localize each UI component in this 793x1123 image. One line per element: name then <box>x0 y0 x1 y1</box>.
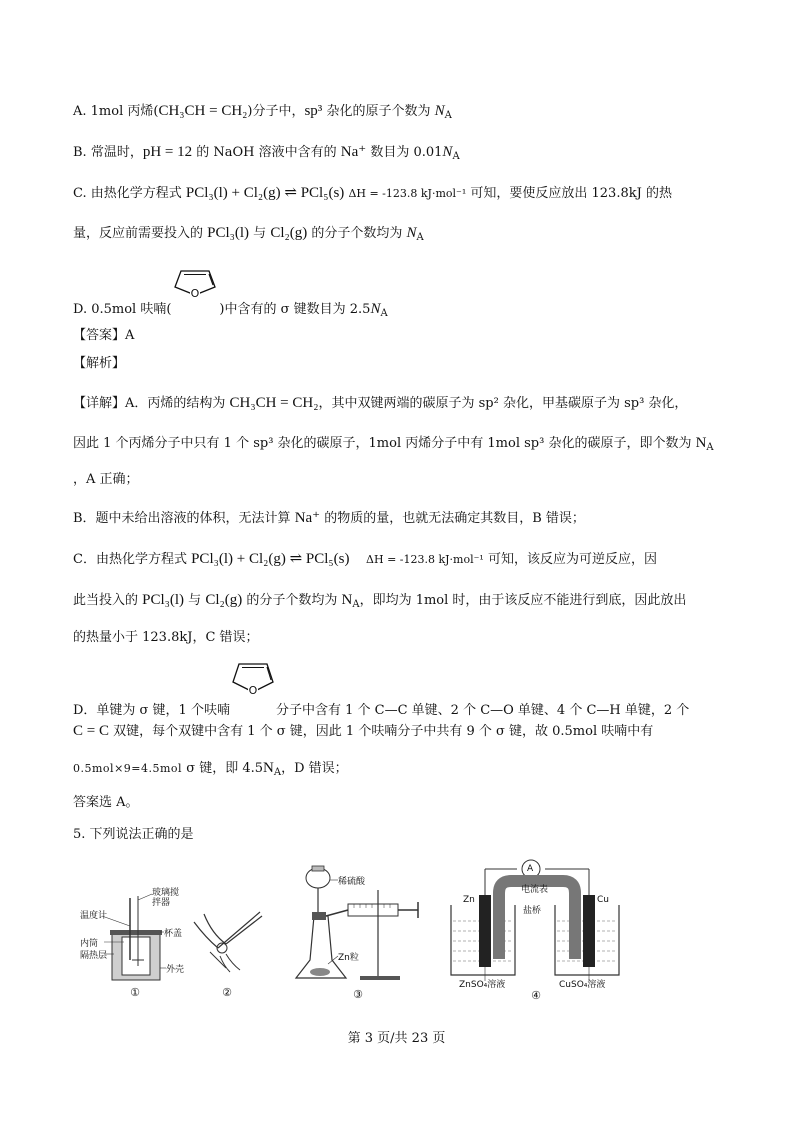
option-c2-prefix: 量，反应前需要投入的 <box>73 226 208 241</box>
question-5: 5. 下列说法正确的是 <box>73 827 194 842</box>
detail-text: 与 <box>184 593 206 608</box>
label-lid: 杯盖 <box>164 929 183 939</box>
label-insulation: 隔热层 <box>80 951 108 961</box>
detail-text: 此当投入的 <box>73 593 143 608</box>
pcl3-formula: PCl₃(l) <box>207 225 250 241</box>
svg-text:O: O <box>191 287 200 297</box>
caption-4: ④ <box>531 989 541 1002</box>
detail-text: 【详解】A．丙烯的结构为 <box>73 396 230 411</box>
detail-text: ，D 错误； <box>281 761 348 776</box>
label-thermometer: 温度计 <box>80 911 108 921</box>
avogadro-sub: A <box>352 599 360 610</box>
ph-value: pH = 12 <box>142 144 193 160</box>
sp3-label: sp³ <box>304 103 323 119</box>
analysis-label: 【解析】 <box>73 356 126 371</box>
detail-text: C．由热化学方程式 <box>73 552 192 567</box>
avogadro-symbol: N <box>263 760 274 776</box>
avogadro-sub: A <box>452 151 460 162</box>
detail-text: σ 键，即 4.5 <box>182 761 264 776</box>
option-c-prefix: C. 由热化学方程式 <box>73 186 186 201</box>
detail-text: 分子中含有 1 个 C—C 单键、2 个 C—O 单键、4 个 C—H 单键，2 个 <box>275 703 690 718</box>
label-salt-bridge: 盐桥 <box>523 906 542 916</box>
option-c-suffix: 可知，要使反应放出 123.8kJ 的热 <box>466 186 672 201</box>
avogadro-symbol: N <box>406 225 417 241</box>
avogadro-symbol: N <box>341 592 353 608</box>
avogadro-sub: A <box>444 110 452 121</box>
label-zinc-electrode: Zn <box>463 895 475 905</box>
svg-text:O: O <box>248 684 258 696</box>
figure-calorimeter <box>80 880 190 1000</box>
option-c2-mid: 与 <box>249 226 271 241</box>
ammeter-icon: A <box>527 864 534 874</box>
avogadro-sub: A <box>273 767 282 778</box>
thermo-equation: PCl₃(l) + Cl₂(g) ⇌ PCl₅(s) <box>185 185 345 201</box>
cl2-formula: Cl₂(g) <box>270 225 308 241</box>
detail-line-3: ，A 正确； <box>73 472 139 487</box>
avogadro-sub: A <box>706 442 714 453</box>
option-a-prefix: A. 1mol 丙烯( <box>73 104 159 119</box>
calculation: 0.5mol×9=4.5mol <box>73 762 183 775</box>
figure-heating <box>190 908 265 1008</box>
detail-text: B．题中未给出溶液的体积，无法计算 <box>73 511 295 526</box>
option-a-suffix: 杂化的原子个数为 <box>322 104 435 119</box>
propene-formula: CH₃CH = CH₂ <box>229 395 319 411</box>
option-c-line2 <box>73 222 424 249</box>
detail-text: 的物质的量，也就无法确定其数目，B 错误； <box>320 511 585 526</box>
label-ammeter: 电流表 <box>521 885 549 895</box>
option-d-prefix: D. 0.5mol 呋喃( <box>73 302 172 317</box>
option-d <box>73 277 388 325</box>
detail-text: 可知，该反应为可逆反应，因 <box>483 552 657 567</box>
label-zinc-granules: Zn粒 <box>338 953 359 963</box>
avogadro-symbol: N <box>370 301 381 317</box>
detail-line-4 <box>73 507 585 530</box>
option-b-mid: 的 NaOH 溶液中含有的 <box>192 145 341 160</box>
label-copper-electrode: Cu <box>597 895 609 905</box>
option-a <box>73 100 452 127</box>
detail-text: ，其中双键两端的碳原子为 sp² 杂化，甲基碳原子为 sp³ 杂化， <box>318 396 688 411</box>
label-dilute-acid: 稀硫酸 <box>338 877 366 887</box>
detail-line-1 <box>73 392 687 415</box>
detail-text: 双键，每个双键中含有 1 个 σ 键，因此 1 个呋喃分子中共有 9 个 σ 键，故 0.5mol 呋喃中有 <box>108 724 654 739</box>
detail-line-10 <box>73 757 348 784</box>
label-cuso4-solution: CuSO₄溶液 <box>559 980 606 990</box>
detail-line-7: 的热量小于 123.8kJ，C 错误； <box>73 630 259 645</box>
final-answer: 答案选 A。 <box>73 795 139 810</box>
thermo-equation: PCl₃(l) + Cl₂(g) ⇌ PCl₅(s) <box>191 551 350 567</box>
figure-gas-generation <box>288 860 428 1010</box>
enthalpy-value: ΔH = -123.8 kJ·mol⁻¹ <box>348 187 467 200</box>
avogadro-symbol: N <box>434 103 445 119</box>
label-stirrer: 玻璃搅拌器 <box>152 888 180 908</box>
propene-formula: CH₃CH = CH₂ <box>158 103 248 119</box>
furan-structure-icon <box>171 277 219 297</box>
option-d-suffix: )中含有的 σ 键数目为 2.5 <box>219 302 371 317</box>
caption-1: ① <box>130 986 140 999</box>
label-outer-shell: 外壳 <box>166 965 185 975</box>
furan-structure-icon <box>230 674 276 694</box>
detail-text: D．单键为 σ 键，1 个呋喃 <box>73 703 230 718</box>
answer-label: 【答案】A <box>73 328 135 343</box>
option-b-suffix: 数目为 0.01 <box>366 145 443 160</box>
option-c-line1 <box>73 182 672 205</box>
sodium-ion: Na⁺ <box>294 510 321 526</box>
detail-line-9 <box>73 720 653 743</box>
double-bond-formula: C = C <box>73 723 109 739</box>
detail-line-2 <box>73 432 714 459</box>
avogadro-sub: A <box>380 308 388 319</box>
sodium-ion: Na⁺ <box>340 144 367 160</box>
option-a-mid: )分子中， <box>247 104 305 119</box>
caption-2: ② <box>222 986 232 999</box>
enthalpy-value: ΔH = -123.8 kJ·mol⁻¹ <box>366 553 484 566</box>
avogadro-sub: A <box>416 232 424 243</box>
figure-galvanic-cell <box>445 855 625 1010</box>
avogadro-symbol: N <box>442 144 453 160</box>
option-c2-suffix: 的分子个数均为 <box>307 226 407 241</box>
avogadro-symbol: N <box>695 435 707 451</box>
option-b <box>73 141 460 168</box>
detail-line-8 <box>73 674 689 722</box>
detail-line-5 <box>73 548 657 571</box>
detail-text: ，即均为 1mol 时，由于该反应不能进行到底，因此放出 <box>359 593 687 608</box>
option-b-prefix: B. 常温时， <box>73 145 143 160</box>
detail-text: 因此 1 个丙烯分子中只有 1 个 sp³ 杂化的碳原子，1mol 丙烯分子中有 1mol sp³ 杂化的碳原子，即个数为 <box>73 436 696 451</box>
detail-text: 的分子个数均为 <box>242 593 342 608</box>
cl2-formula: Cl₂(g) <box>205 592 243 608</box>
label-inner-cup: 内筒 <box>80 939 99 949</box>
detail-line-6 <box>73 589 686 616</box>
caption-3: ③ <box>353 988 363 1001</box>
label-znso4-solution: ZnSO₄溶液 <box>459 980 506 990</box>
page-footer: 第 3 页/共 23 页 <box>347 1031 446 1046</box>
pcl3-formula: PCl₃(l) <box>142 592 185 608</box>
